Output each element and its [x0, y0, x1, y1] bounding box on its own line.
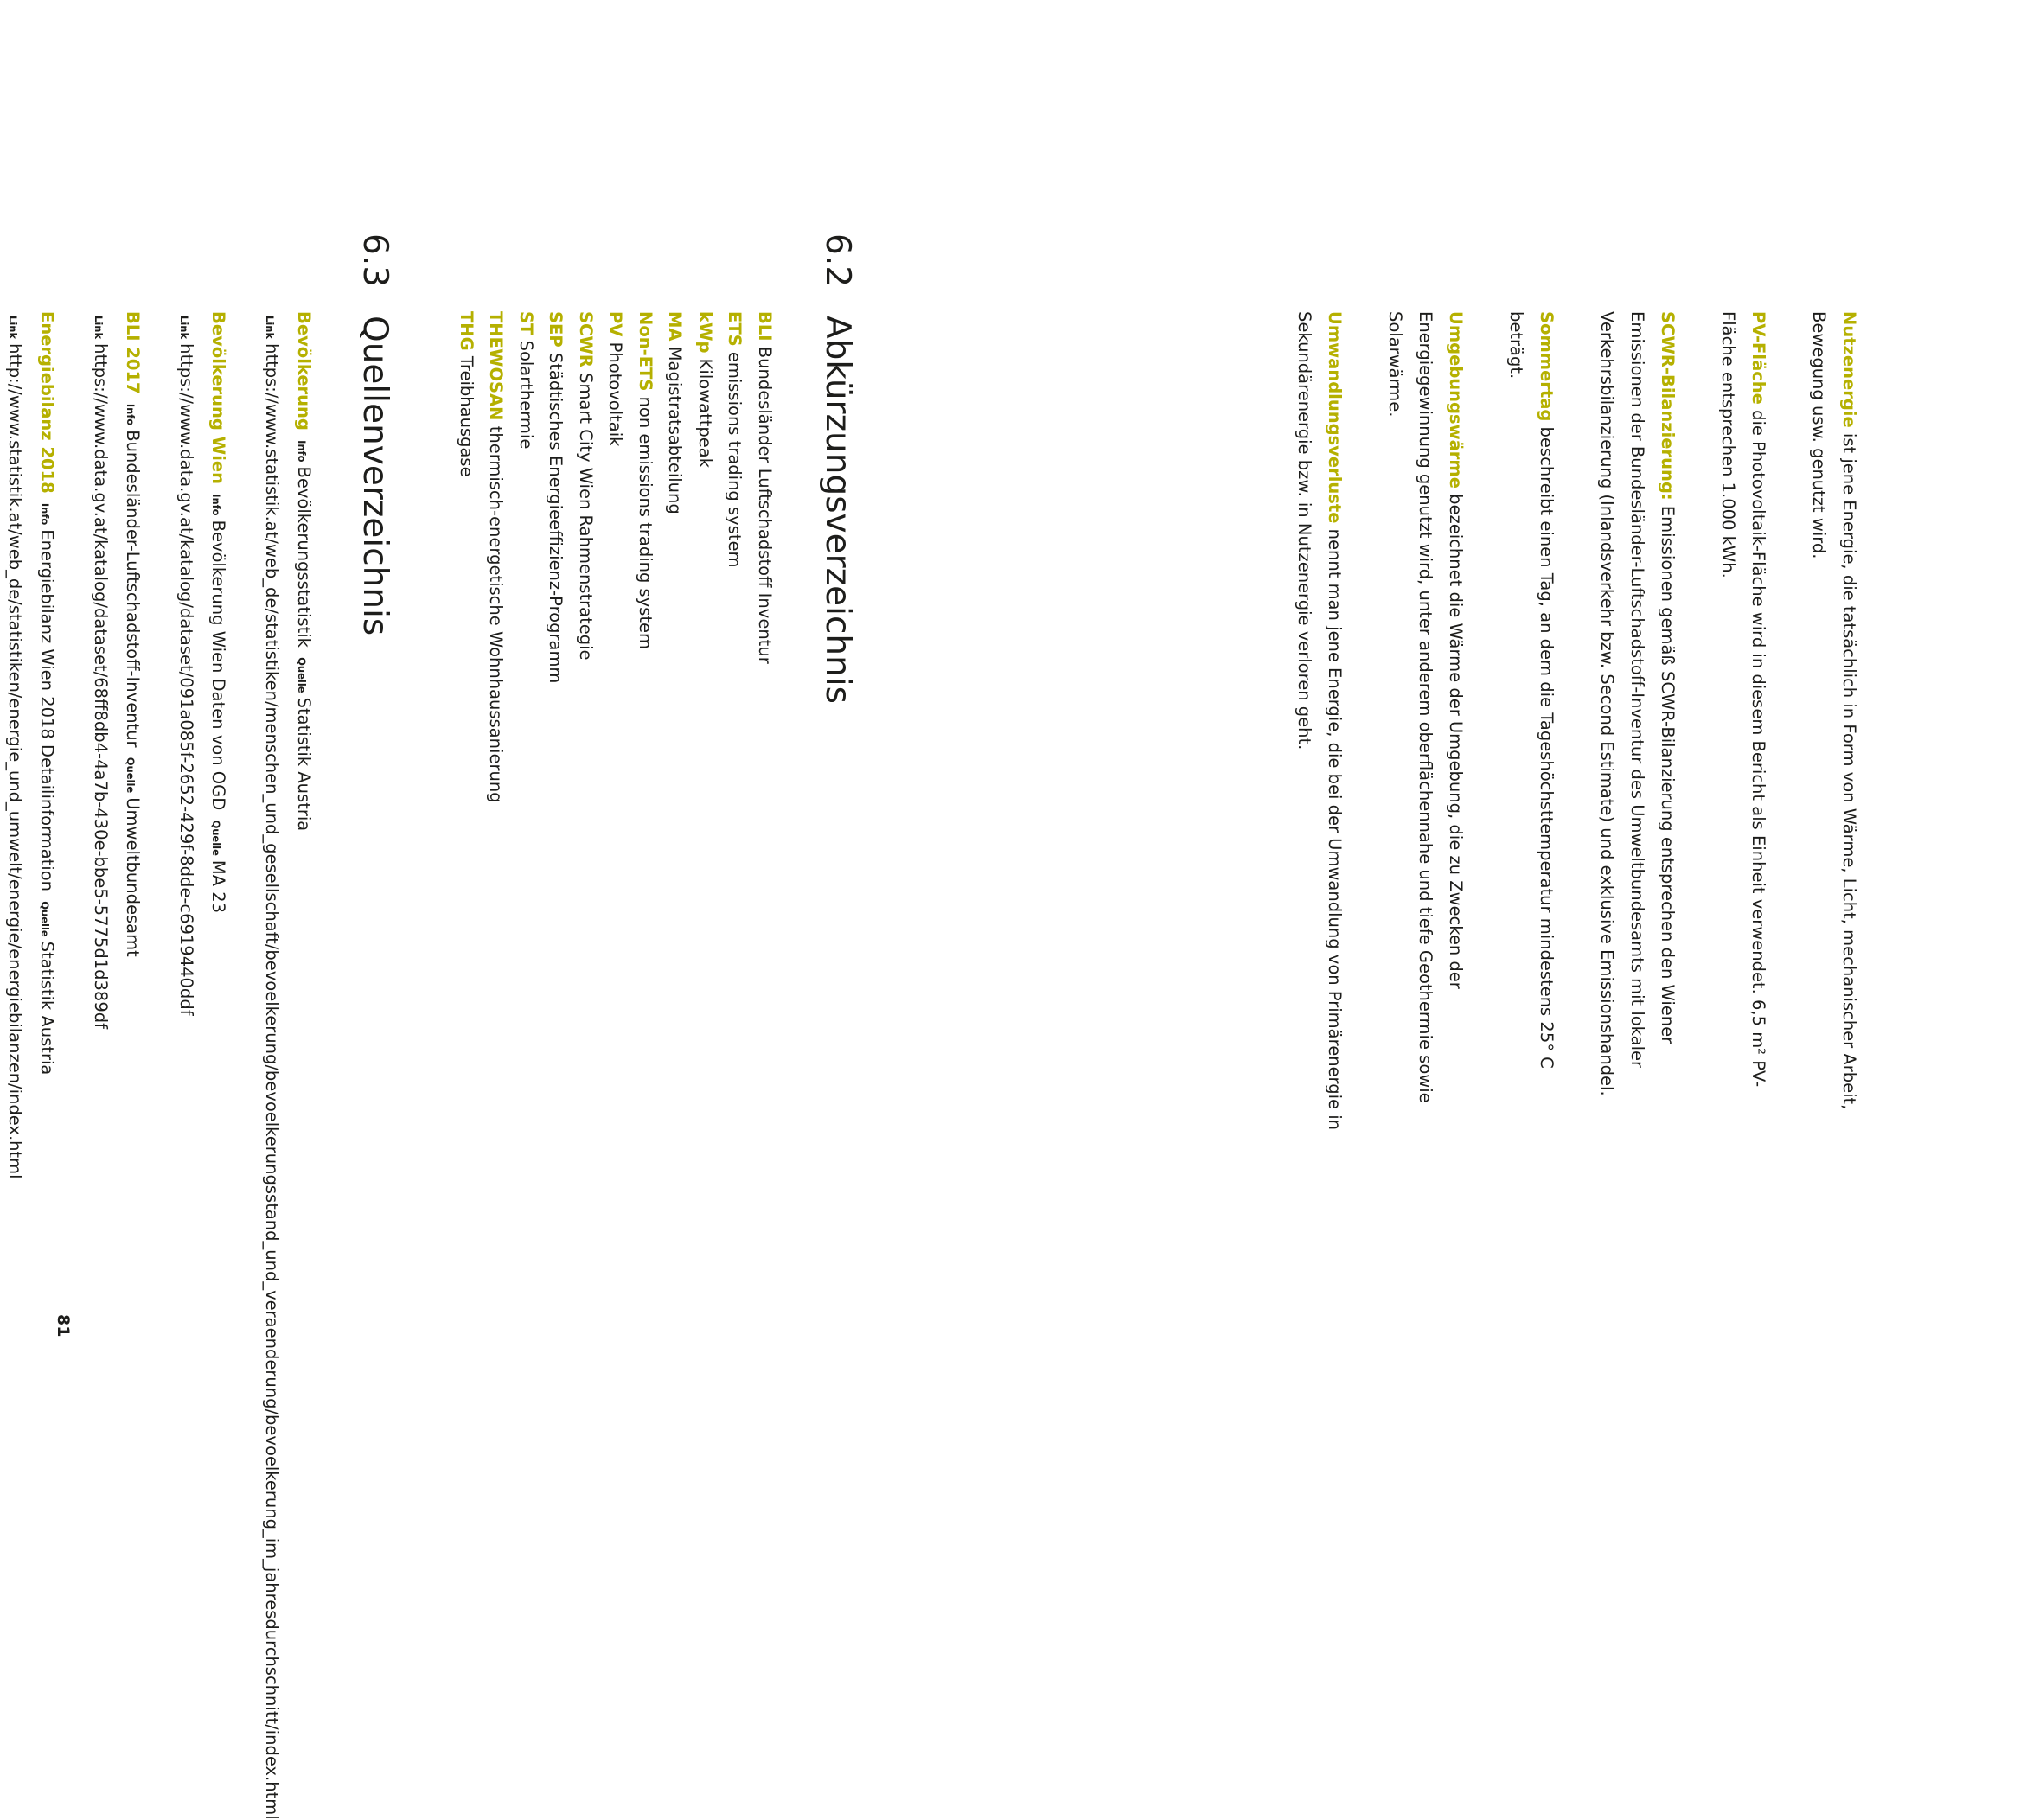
- source-quelle: Statistik Austria: [37, 941, 57, 1076]
- abbreviation-row: [630, 311, 661, 1133]
- info-label: Info: [125, 403, 137, 426]
- glossary: [1259, 311, 1864, 1133]
- source-link[interactable]: http://www.statistik.at/web_de/statistiken/energie_und_umwelt/energie/energiebilanzen/index.html: [5, 343, 26, 1179]
- abbreviation: BLI: [755, 311, 775, 342]
- glossary-term: Sommertag: [1537, 311, 1557, 422]
- abbreviation-row: [451, 311, 482, 1133]
- glossary-definition: bezeichnet die Wärme der Umgebung, die zu Zwecken der Energiegewinnung genutzt wird, unter anderem oberflächennahe und tiefe Geothermie sowie Solarwärme.: [1385, 311, 1466, 1103]
- abbreviation-meaning: Städtisches Energieeffizienz-Programm: [546, 352, 566, 684]
- link-label: Link: [93, 316, 105, 340]
- source-info: Energiebilanz Wien 2018 Detailinformation: [37, 529, 57, 892]
- abbreviation-meaning: thermisch-energetische Wohnhaussanierung: [486, 425, 507, 803]
- source-entry: [255, 311, 318, 1820]
- glossary-entry: [1592, 311, 1683, 1133]
- source-title: BLI 2017: [123, 311, 143, 394]
- link-label: Link: [178, 316, 191, 340]
- glossary-entry: [1713, 311, 1774, 1133]
- link-label: Link: [264, 316, 277, 340]
- section-title: Abkürzungsverzeichnis: [818, 316, 857, 704]
- quelle-label: Quelle: [125, 757, 137, 794]
- source-entry: [84, 311, 147, 1133]
- source-link[interactable]: https://www.statistik.at/web_de/statistiken/menschen_und_gesellschaft/bevoelkerung/bevoelkerungsstand_und_veraenderung/bevoelkerung_im_jahresdurchschnitt/index.html: [262, 343, 283, 1820]
- abbreviation-meaning: Treibhausgase: [457, 355, 476, 477]
- abbreviation: SEP: [546, 311, 566, 348]
- abbreviation-meaning: Kilowattpeak: [695, 358, 715, 469]
- source-quelle: Umweltbundesamt: [123, 797, 143, 957]
- abbreviation: PV: [605, 311, 626, 337]
- info-label: Info: [210, 494, 222, 516]
- abbreviation-row: [481, 311, 511, 1133]
- section-number: 6.2: [818, 233, 857, 288]
- source-info: Bevölkerungsstatistik: [294, 466, 314, 648]
- abbreviation-row: [719, 311, 750, 1133]
- abbreviation-row: [660, 311, 690, 1133]
- source-info: Bevölkerung Wien Daten von OGD: [208, 520, 228, 811]
- abbreviation: SCWR: [576, 311, 596, 367]
- abbreviation: kWp: [695, 311, 715, 354]
- abbreviation: Non-ETS: [636, 311, 655, 392]
- abbreviation-meaning: Solarthermie: [516, 340, 536, 450]
- glossary-term: Umwandlungsverluste: [1325, 311, 1345, 524]
- abbreviation-meaning: Magistratsabteilung: [665, 346, 686, 514]
- glossary-term: PV-Fläche: [1748, 311, 1768, 405]
- source-title: Bevölkerung: [294, 311, 314, 431]
- glossary-term: SCWR-Bilanzierung:: [1658, 311, 1678, 501]
- section-heading-sources: [355, 233, 394, 635]
- info-label: Info: [39, 502, 51, 526]
- abbreviation-row: [750, 311, 780, 1133]
- abbreviation-row: [511, 311, 541, 1133]
- abbreviation-row: [600, 311, 630, 1133]
- abbreviation-meaning: non emissions trading system: [636, 396, 655, 650]
- source-link[interactable]: https://www.data.gv.at/katalog/dataset/091a085f-2652-429f-8dde-c6919440ddf: [176, 343, 197, 1016]
- abbreviation: ETS: [725, 311, 745, 347]
- quelle-label: Quelle: [39, 901, 51, 937]
- glossary-entry: [1804, 311, 1864, 1133]
- source-info: Bundesländer-Luftschadstoff-Inventur: [123, 430, 143, 748]
- glossary-definition: die Photovoltaik-Fläche wird in diesem Bericht als Einheit verwendet. 6,5 m² PV-Fläche entsprechen 1.000 kWh.: [1718, 311, 1768, 1088]
- source-entry: [0, 311, 61, 1179]
- abbreviation-row: [571, 311, 601, 1133]
- source-title: Energiebilanz 2018: [37, 311, 57, 494]
- quelle-label: Quelle: [296, 657, 308, 693]
- abbreviation-row: [540, 311, 571, 1133]
- abbreviation-meaning: Bundesländer Luftschadstoff Inventur: [755, 346, 775, 664]
- source-quelle: Statistik Austria: [294, 697, 314, 832]
- abbreviation-meaning: Photovoltaik: [605, 342, 626, 447]
- glossary-entry: [1501, 311, 1562, 1133]
- glossary-definition: ist jene Energie, die tatsächlich in Form von Wärme, Licht, mechanischer Arbeit, Bewegung usw. genutzt wird.: [1809, 311, 1859, 1110]
- source-link[interactable]: https://www.data.gv.at/katalog/dataset/68ff8db4-4a7b-430e-bbe5-5775d1d389df: [91, 343, 112, 1029]
- quelle-label: Quelle: [210, 820, 222, 856]
- source-title: Bevölkerung Wien: [208, 311, 228, 484]
- glossary-definition: nennt man jene Energie, die bei der Umwandlung von Primärenergie in Sekundärenergie bzw. in Nutzenergie verloren geht.: [1294, 311, 1345, 1130]
- page-number: 81: [54, 1314, 73, 1338]
- abbreviation-list: [451, 311, 780, 1133]
- glossary-term: Umgebungswärme: [1446, 311, 1466, 489]
- info-label: Info: [296, 440, 308, 463]
- abbreviation: THEWOSAN: [486, 311, 507, 421]
- abbreviation: ST: [516, 311, 536, 335]
- section-heading-abbreviations: [817, 233, 857, 704]
- glossary-definition: Emissionen gemäß SCWR-Bilanzierung entsprechen den Wiener Emissionen der Bundesländer-Luftschadstoff-Inventur des Umweltbundesamts mit lokaler Verkehrsbilanzierung (Inlandsverkehr bzw. Second Estimate) und exklusive Emissionshandel.: [1597, 311, 1678, 1096]
- abbreviation-row: [690, 311, 720, 1133]
- link-label: Link: [7, 316, 20, 340]
- abbreviation: THG: [457, 311, 476, 351]
- glossary-entry: [1380, 311, 1471, 1133]
- section-title: Quellenverzeichnis: [355, 316, 394, 636]
- abbreviation-meaning: Smart City Wien Rahmenstrategie: [576, 373, 596, 661]
- abbreviation: MA: [665, 311, 686, 342]
- source-quelle: MA 23: [208, 859, 228, 914]
- glossary-term: Nutzenergie: [1839, 311, 1859, 428]
- glossary-entry: [1289, 311, 1350, 1133]
- glossary-definition: beschreibt einen Tag, an dem die Tageshöchsttemperatur mindestens 25° C beträgt.: [1506, 311, 1557, 1069]
- source-entry: [169, 311, 233, 1133]
- abbreviation-meaning: emissions trading system: [725, 351, 745, 568]
- section-number: 6.3: [355, 233, 394, 288]
